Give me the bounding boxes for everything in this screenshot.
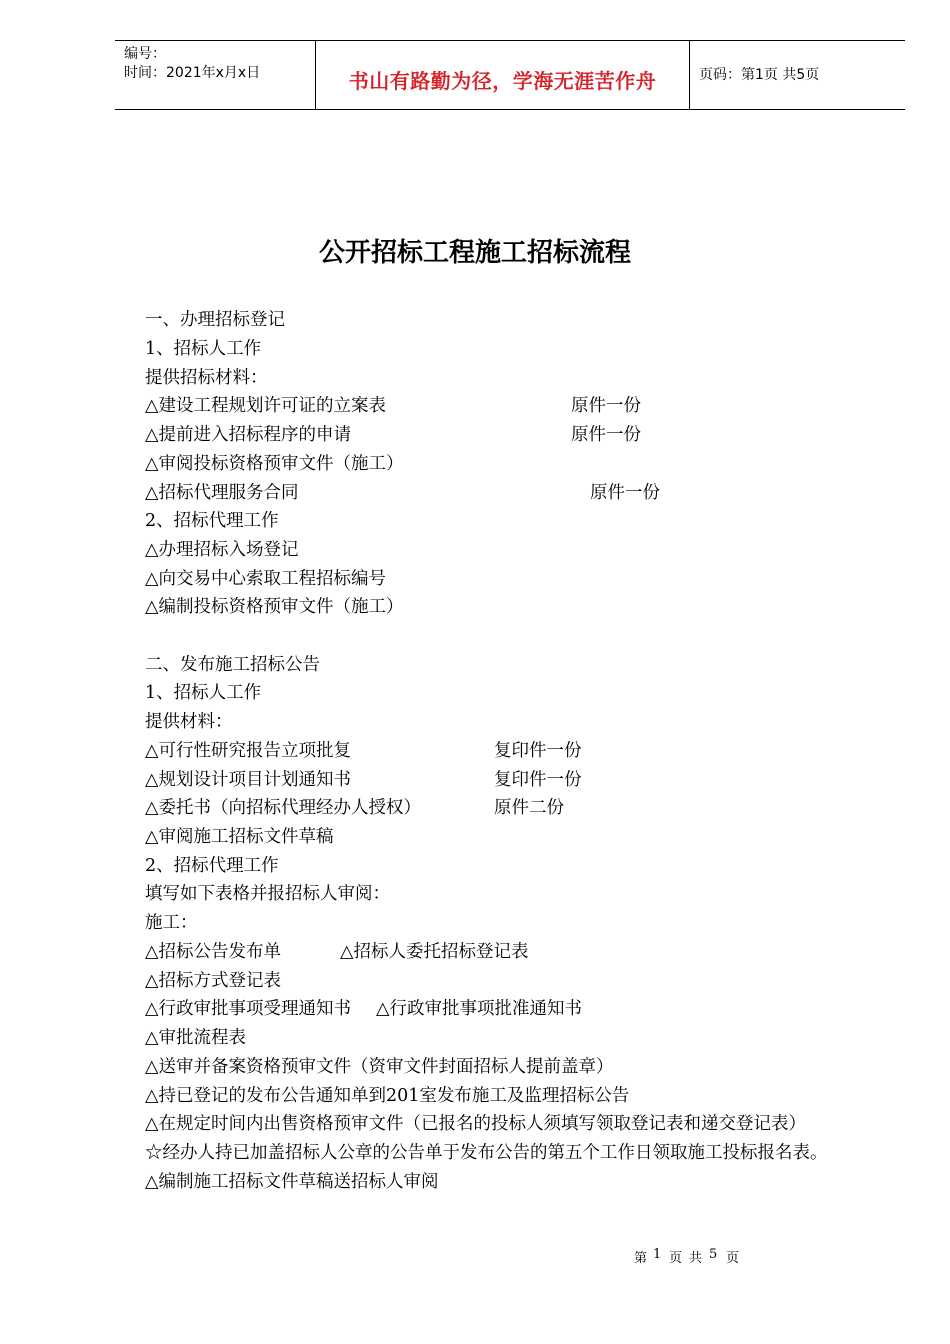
body-line xyxy=(145,481,298,505)
line-text: △规划设计项目计划通知书 xyxy=(145,770,351,790)
line-text: △招标方式登记表 xyxy=(145,971,281,991)
body-line xyxy=(145,854,279,878)
page-info: 页码：第1页 共5页 xyxy=(699,67,820,83)
line-text: △审批流程表 xyxy=(145,1028,246,1048)
line-note: 原件一份 xyxy=(571,396,641,416)
body-line xyxy=(145,366,268,390)
line-text: △可行性研究报告立项批复 xyxy=(145,741,351,761)
body-line xyxy=(145,653,320,677)
line-note: 原件一份 xyxy=(571,425,641,445)
body-line xyxy=(145,969,281,993)
serial-label: 编号： xyxy=(124,46,166,62)
line-text: 一、办理招标登记 xyxy=(145,310,285,330)
line-text: △送审并备案资格预审文件（资审文件封面招标人提前盖章） xyxy=(145,1057,614,1077)
time-label: 时间：2021年x月x日 xyxy=(124,65,261,81)
line-text: ☆经办人持已加盖招标人公章的公告单于发布公告的第五个工作日领取施工投标报名表。 xyxy=(145,1143,828,1163)
body-line xyxy=(145,509,279,533)
body-line xyxy=(145,595,403,619)
footer-label-2: 页 xyxy=(669,1251,683,1266)
line-text: △招标代理服务合同 xyxy=(145,483,299,503)
body-line xyxy=(145,1055,613,1079)
document-header xyxy=(115,40,905,110)
body-line xyxy=(145,423,351,447)
body-line xyxy=(145,394,386,418)
body-line xyxy=(145,911,198,935)
line-text: △在规定时间内出售资格预审文件（已报名的投标人须填写领取登记表和递交登记表） xyxy=(145,1114,806,1134)
body-line xyxy=(145,796,421,820)
body-line xyxy=(145,1084,629,1108)
body-line xyxy=(145,452,403,476)
line-note: 复印件一份 xyxy=(494,770,582,790)
line-text: 2、招标代理工作 xyxy=(145,856,279,876)
header-right-cell xyxy=(689,41,905,109)
body-line xyxy=(145,882,390,906)
body-line xyxy=(145,1141,828,1165)
line-text: △提前进入招标程序的申请 xyxy=(145,425,351,445)
body-line xyxy=(145,768,351,792)
line-text: 施工： xyxy=(145,913,198,933)
line-text: △审阅施工招标文件草稿 xyxy=(145,827,334,847)
footer-total-label: 共 xyxy=(689,1251,703,1266)
body-line xyxy=(145,1112,806,1136)
line-text: △编制施工招标文件草稿送招标人审阅 xyxy=(145,1172,439,1192)
footer-page-number: 1 xyxy=(653,1247,662,1262)
line-text: △行政审批事项受理通知书 xyxy=(145,999,351,1019)
line-text: △向交易中心索取工程招标编号 xyxy=(145,569,386,589)
body-line xyxy=(145,681,261,705)
line-text: 提供材料： xyxy=(145,712,233,732)
line-note: △行政审批事项批准通知书 xyxy=(376,999,582,1019)
body-line xyxy=(145,538,298,562)
line-text: △建设工程规划许可证的立案表 xyxy=(145,396,386,416)
line-text: △编制投标资格预审文件（施工） xyxy=(145,597,404,617)
body-line xyxy=(145,710,233,734)
line-note: 复印件一份 xyxy=(494,741,582,761)
line-text: △持已登记的发布公告通知单到201室发布施工及监理招标公告 xyxy=(145,1086,630,1106)
page-title: 公开招标工程施工招标流程 xyxy=(318,238,631,268)
line-text: △招标公告发布单 xyxy=(145,942,281,962)
body-line xyxy=(145,1170,438,1194)
header-left-cell xyxy=(115,41,315,109)
motto: 书山有路勤为径，学海无涯苦作舟 xyxy=(348,69,657,93)
line-text: 填写如下表格并报招标人审阅： xyxy=(145,884,390,904)
footer-label-3: 页 xyxy=(726,1251,740,1266)
footer-label-1: 第 xyxy=(634,1251,648,1266)
line-note: 原件一份 xyxy=(590,483,660,503)
line-text: △委托书（向招标代理经办人授权） xyxy=(145,798,421,818)
line-text: 2、招标代理工作 xyxy=(145,511,279,531)
line-text: △审阅投标资格预审文件（施工） xyxy=(145,454,404,474)
header-motto-cell xyxy=(315,41,690,109)
line-text: 二、发布施工招标公告 xyxy=(145,655,320,675)
line-text: 提供招标材料： xyxy=(145,368,268,388)
line-text: 1、招标人工作 xyxy=(145,339,262,359)
body-line xyxy=(145,825,333,849)
line-text: 1、招标人工作 xyxy=(145,683,262,703)
footer-total-number: 5 xyxy=(709,1247,718,1262)
body-line xyxy=(145,739,351,763)
body-line xyxy=(145,997,351,1021)
body-line xyxy=(145,567,386,591)
line-note: 原件二份 xyxy=(494,798,564,818)
line-text: △办理招标入场登记 xyxy=(145,540,299,560)
line-note: △招标人委托招标登记表 xyxy=(340,942,529,962)
body-line xyxy=(145,940,281,964)
body-line xyxy=(145,308,285,332)
body-line xyxy=(145,1026,246,1050)
body-line xyxy=(145,337,261,361)
